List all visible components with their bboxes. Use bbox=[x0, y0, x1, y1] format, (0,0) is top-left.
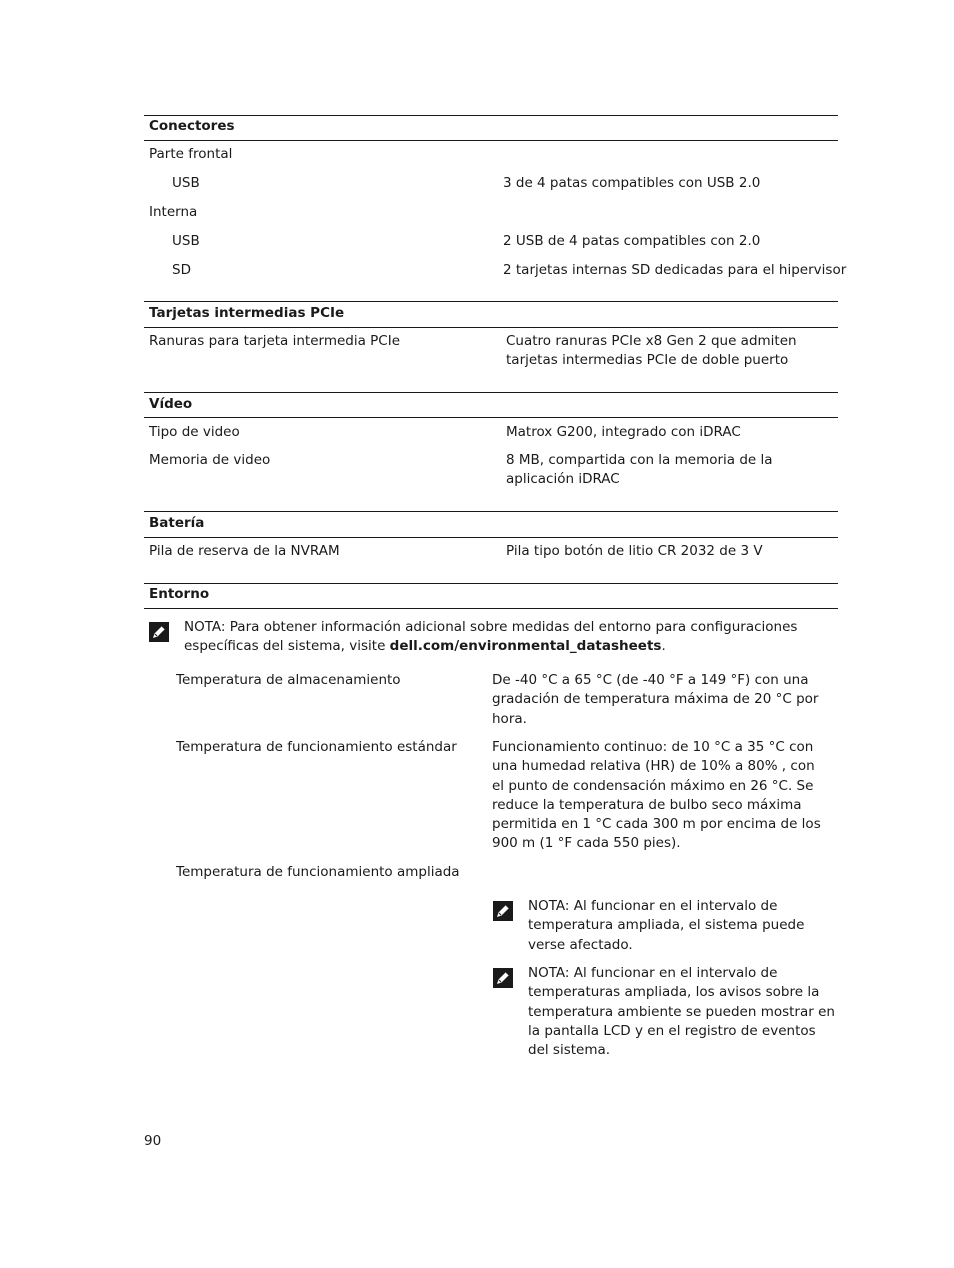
note3-text: Al funcionar en el intervalo de temperaturas ampliada, los avisos sobre la temperatura ambiente se pueden mostrar en la pantalla LCD y en el registro de eventos del sistema. bbox=[528, 965, 835, 1059]
section-heading-pcie: Tarjetas intermedias PCIe bbox=[149, 305, 345, 321]
page-number: 90 bbox=[144, 1133, 162, 1149]
internal-sd-label: SD bbox=[172, 262, 191, 278]
internal-usb-label: USB bbox=[172, 233, 200, 249]
nvram-value: Pila tipo botón de litio CR 2032 de 3 V bbox=[506, 543, 763, 559]
video-memory-label: Memoria de video bbox=[149, 452, 271, 468]
storage-temp-value: De -40 °C a 65 °C (de -40 °F a 149 °F) con una gradación de temperatura máxima de 20 °C por hora. bbox=[492, 672, 819, 727]
standard-temp-label: Temperatura de funcionamiento estándar bbox=[176, 739, 457, 755]
video-type-label: Tipo de video bbox=[149, 424, 240, 440]
rule-entorno-bottom bbox=[144, 608, 838, 609]
section-heading-conectores: Conectores bbox=[149, 118, 235, 134]
rule-video-top bbox=[144, 392, 838, 393]
section-heading-entorno: Entorno bbox=[149, 586, 210, 602]
extended-temp-label: Temperatura de funcionamiento ampliada bbox=[176, 864, 460, 880]
note-text: Para obtener información adicional sobre medidas del entorno para configuraciones específicas del sistema, visite bbox=[184, 619, 798, 655]
video-type-value: Matrox G200, integrado con iDRAC bbox=[506, 424, 741, 440]
front-label: Parte frontal bbox=[149, 146, 233, 162]
extended-note-1 bbox=[528, 897, 838, 955]
rule-pcie-top bbox=[144, 301, 838, 302]
storage-temp-label: Temperatura de almacenamiento bbox=[176, 672, 401, 688]
internal-label: Interna bbox=[149, 204, 198, 220]
internal-usb-value: 2 USB de 4 patas compatibles con 2.0 bbox=[503, 233, 761, 249]
note-label: NOTA: bbox=[184, 619, 226, 635]
note3-label: NOTA: bbox=[528, 965, 570, 981]
pcie-slots-label: Ranuras para tarjeta intermedia PCIe bbox=[149, 333, 401, 349]
note-end: . bbox=[661, 638, 666, 655]
rule-entorno-top bbox=[144, 583, 838, 584]
standard-temp-value: Funcionamiento continuo: de 10 °C a 35 °C con una humedad relativa (HR) de 10% a 80% , con el punto de condensación máximo en 26 °C. Se reduce la temperatura de bulbo seco máxima permitida en 1 °C cada 300 m por encima de los 900 m (1 °F cada 550 pies). bbox=[492, 739, 821, 852]
rule-video-bottom bbox=[144, 417, 838, 418]
rule-conectores-top bbox=[144, 115, 838, 116]
internal-sd-value: 2 tarjetas internas SD dedicadas para el hipervisor bbox=[503, 262, 847, 278]
video-memory-value: 8 MB, compartida con la memoria de la aplicación iDRAC bbox=[506, 452, 773, 488]
extended-note-2 bbox=[528, 964, 838, 1060]
front-usb-label: USB bbox=[172, 175, 200, 191]
note2-text: Al funcionar en el intervalo de temperatura ampliada, el sistema puede verse afectado. bbox=[528, 898, 805, 953]
entorno-note bbox=[184, 618, 824, 657]
section-heading-bateria: Batería bbox=[149, 515, 205, 531]
rule-pcie-bottom bbox=[144, 327, 838, 328]
note2-label: NOTA: bbox=[528, 898, 570, 914]
note-pencil-icon-2 bbox=[492, 900, 514, 922]
rule-bateria-bottom bbox=[144, 537, 838, 538]
environmental-datasheets-link[interactable]: dell.com/environmental_datasheets bbox=[389, 638, 662, 655]
rule-conectores-bottom bbox=[144, 140, 838, 141]
pcie-slots-value: Cuatro ranuras PCIe x8 Gen 2 que admiten tarjetas intermedias PCIe de doble puerto bbox=[506, 333, 797, 369]
front-usb-value: 3 de 4 patas compatibles con USB 2.0 bbox=[503, 175, 761, 191]
note-pencil-icon-3 bbox=[492, 967, 514, 989]
note-pencil-icon bbox=[148, 621, 170, 643]
section-heading-video: Vídeo bbox=[149, 396, 193, 412]
nvram-label: Pila de reserva de la NVRAM bbox=[149, 543, 340, 559]
rule-bateria-top bbox=[144, 511, 838, 512]
